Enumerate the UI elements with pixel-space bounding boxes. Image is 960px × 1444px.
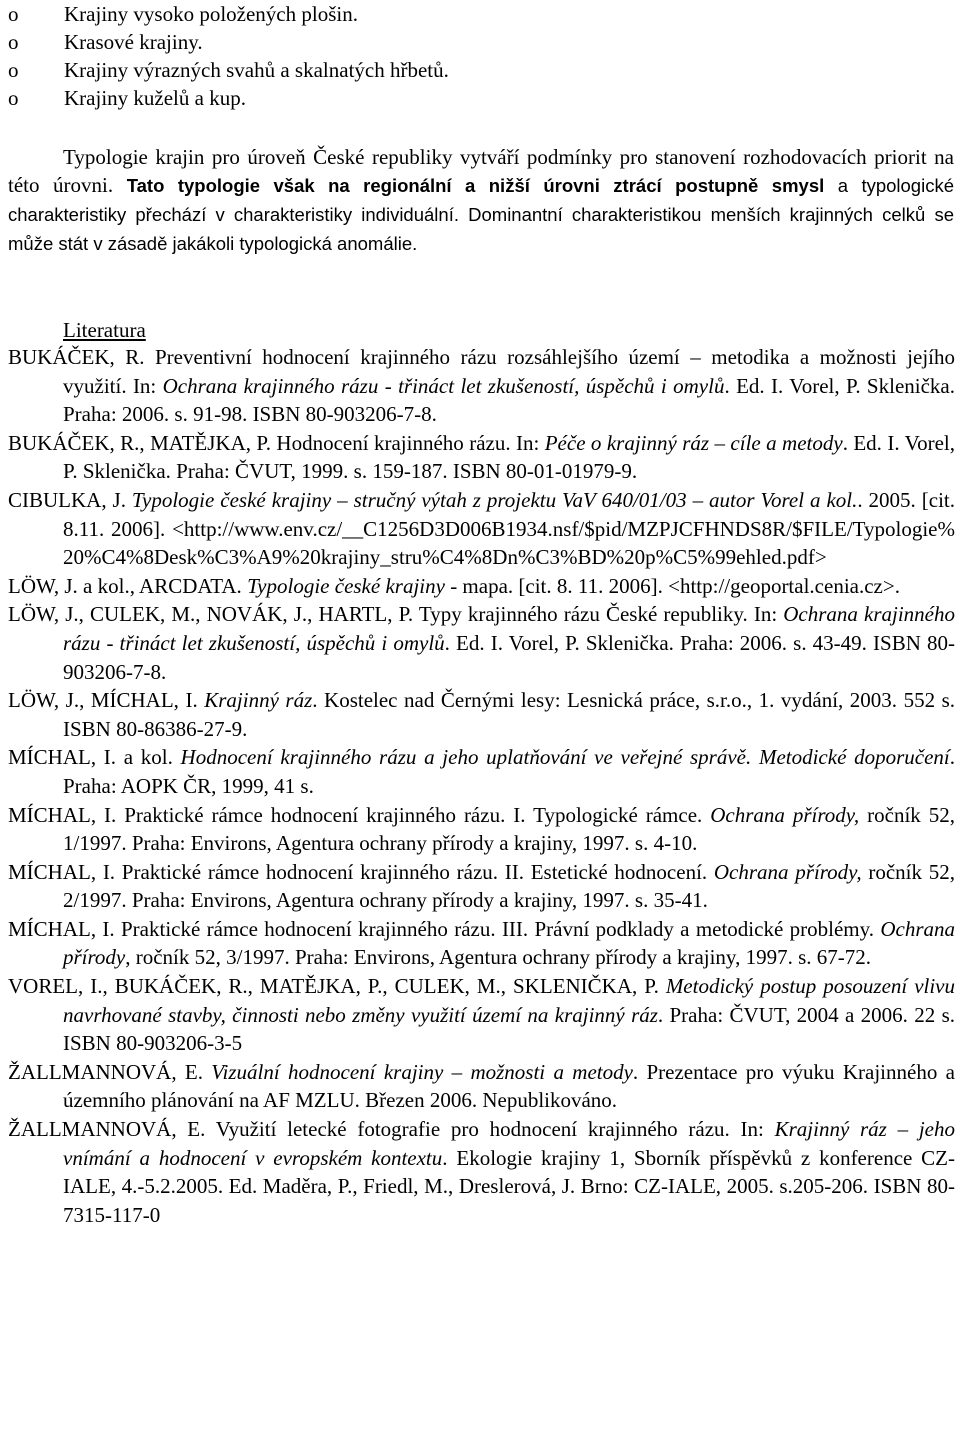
reference-item xyxy=(8,686,955,743)
reference-list xyxy=(8,343,955,1229)
reference-details: . 2005. [cit. 8.11. 2006]. <http://www.env.cz/__C1256D3D006B1934.nsf/$pid/MZPJCFHNDS8R/$FILE/Typologie%20%C4%8Desk%C3%A9%20krajiny_stru%C4%8Dn%C3%BD%20p%C5%99ehled.pdf> xyxy=(63,487,955,570)
bullet-marker: o xyxy=(8,58,19,82)
reference-details: . Ed. I. Vorel, P. Sklenička. Praha: 2006. s. 43-49. ISBN 80-903206-7-8. xyxy=(63,630,955,684)
reference-text: MÍCHAL, I. Praktické rámce hodnocení krajinného rázu. II. Estetické hodnocení. xyxy=(8,859,714,884)
paragraph-bold-text: Tato typologie však na regionální a nižší úrovni ztrácí postupně smysl xyxy=(126,175,825,196)
reference-item xyxy=(8,486,955,572)
bullet-marker: o xyxy=(8,30,19,54)
list-item xyxy=(8,84,449,112)
reference-item xyxy=(8,429,955,486)
reference-item xyxy=(8,1058,955,1115)
reference-text: VOREL, I., BUKÁČEK, R., MATĚJKA, P., CULEK, M., SKLENIČKA, P. xyxy=(8,974,666,999)
reference-details: . Ed. I. Vorel, P. Sklenička. Praha: 2006. s. 91-98. ISBN 80-903206-7-8. xyxy=(63,373,955,427)
typology-paragraph xyxy=(8,143,954,258)
list-item xyxy=(8,28,449,56)
reference-text: BUKÁČEK, R., MATĚJKA, P. Hodnocení krajinného rázu. In: xyxy=(8,430,545,455)
reference-text: BUKÁČEK, R. Preventivní hodnocení krajinného rázu rozsáhlejšího území – metodika a možnosti jejího využití. In: xyxy=(8,345,955,398)
reference-item xyxy=(8,1115,955,1229)
reference-title: Typologie české krajiny – stručný výtah z projektu VaV 640/01/03 – autor Vorel a kol. xyxy=(131,487,858,512)
reference-details: , ročník 52, 3/1997. Praha: Environs, Agentura ochrany přírody a krajiny, 1997. s. 67-72. xyxy=(125,945,871,970)
list-item xyxy=(8,56,449,84)
section-heading: Literatura xyxy=(63,318,146,342)
reference-text: MÍCHAL, I. Praktické rámce hodnocení krajinného rázu. I. Typologické rámce. xyxy=(8,802,711,827)
reference-item xyxy=(8,572,955,601)
reference-details: . Praha: AOPK ČR, 1999, 41 s. xyxy=(63,745,955,798)
reference-title: Péče o krajinný ráz – cíle a metody xyxy=(544,430,843,455)
reference-details: . Praha: ČVUT, 2004 a 2006. 22 s. ISBN 80-903206-3-5 xyxy=(63,1002,955,1056)
reference-title: Typologie české krajiny xyxy=(247,573,445,598)
reference-details: - mapa. [cit. 8. 11. 2006]. <http://geoportal.cenia.cz>. xyxy=(444,573,900,598)
reference-item xyxy=(8,915,955,972)
reference-title: Metodický postup posouzení vlivu navrhované stavby, činnosti nebo změny využití území na krajinný ráz xyxy=(63,974,956,1027)
list-item-text: Krasové krajiny. xyxy=(64,30,203,54)
reference-details: ročník 52, 2/1997. Praha: Environs, Agentura ochrany přírody a krajiny, 1997. s. 35-41. xyxy=(63,859,955,913)
reference-item xyxy=(8,743,955,800)
reference-text: LÖW, J., MÍCHAL, I. xyxy=(8,688,205,713)
reference-details: ročník 52, 1/1997. Praha: Environs, Agentura ochrany přírody a krajiny, 1997. s. 4-10. xyxy=(63,802,955,856)
reference-title: Ochrana přírody, xyxy=(713,859,862,884)
reference-item xyxy=(8,801,955,858)
reference-title: Ochrana přírody, xyxy=(710,802,860,827)
bullet-marker: o xyxy=(8,86,19,110)
reference-title: Hodnocení krajinného rázu a jeho uplatňování ve veřejné správě. Metodické doporučení xyxy=(180,745,950,770)
reference-item xyxy=(8,600,955,686)
reference-title: Ochrana krajinného rázu - třináct let zkušeností, úspěchů i omylů xyxy=(162,373,725,398)
reference-text: CIBULKA, J. xyxy=(8,487,132,512)
reference-item xyxy=(8,343,955,429)
reference-title: Vizuální hodnocení krajiny – možnosti a metody xyxy=(211,1059,633,1084)
reference-item xyxy=(8,972,955,1058)
reference-text: LÖW, J., CULEK, M., NOVÁK, J., HARTL, P. Typy krajinného rázu České republiky. In: xyxy=(8,602,784,627)
reference-text: MÍCHAL, I. a kol. xyxy=(8,745,181,770)
reference-details: . Ekologie krajiny 1, Sborník příspěvků z konference CZ-IALE, 4.-5.2.2005. Ed. Maděra, P., Friedl, M., Dreslerová, J. Brno: CZ-IALE, 2005. s.205-206. ISBN 80-7315-117-0 xyxy=(63,1145,956,1227)
bullet-list xyxy=(8,0,449,112)
list-item-text: Krajiny kuželů a kup. xyxy=(64,86,246,110)
reference-title: Ochrana přírody xyxy=(63,916,955,970)
reference-text: ŽALLMANNOVÁ, E. Využití letecké fotografie pro hodnocení krajinného rázu. In: xyxy=(8,1117,775,1142)
bullet-marker: o xyxy=(8,2,19,26)
paragraph-text: Typologie krajin pro úroveň České republiky vytváří podmínky pro stanovení rozhodovacích priorit na této úrovni. xyxy=(8,145,954,197)
reference-text: ŽALLMANNOVÁ, E. xyxy=(8,1059,212,1084)
list-item xyxy=(8,0,449,28)
reference-details: . Ed. I. Vorel, P. Sklenička. Praha: ČVUT, 1999. s. 159-187. ISBN 80-01-01979-9. xyxy=(63,430,955,484)
reference-title: Krajinný ráz xyxy=(204,688,313,713)
list-item-text: Krajiny vysoko položených plošin. xyxy=(64,2,358,26)
paragraph-text-cont: a typologické charakteristiky přechází v charakteristiky individuální. Dominantní charakteristikou menších krajinných celků se může stát v zásadě jakákoli typologická anomálie. xyxy=(8,175,955,254)
list-item-text: Krajiny výrazných svahů a skalnatých hřbetů. xyxy=(64,58,449,82)
reference-title: Ochrana krajinného rázu - třináct let zkušeností, úspěchů i omylů xyxy=(63,602,955,655)
reference-title: Krajinný ráz – jeho vnímání a hodnocení v evropském kontextu xyxy=(63,1117,955,1170)
reference-text: MÍCHAL, I. Praktické rámce hodnocení krajinného rázu. III. Právní podklady a metodické problémy. xyxy=(8,916,881,941)
reference-text: LÖW, J. a kol., ARCDATA. xyxy=(8,573,248,598)
reference-details: . Kostelec nad Černými lesy: Lesnická práce, s.r.o., 1. vydání, 2003. 552 s. ISBN 80-86386-27-9. xyxy=(63,688,956,741)
reference-details: . Prezentace pro výuku Krajinného a územního plánování na AF MZLU. Březen 2006. Nepublikováno. xyxy=(63,1059,955,1113)
reference-item xyxy=(8,858,955,915)
